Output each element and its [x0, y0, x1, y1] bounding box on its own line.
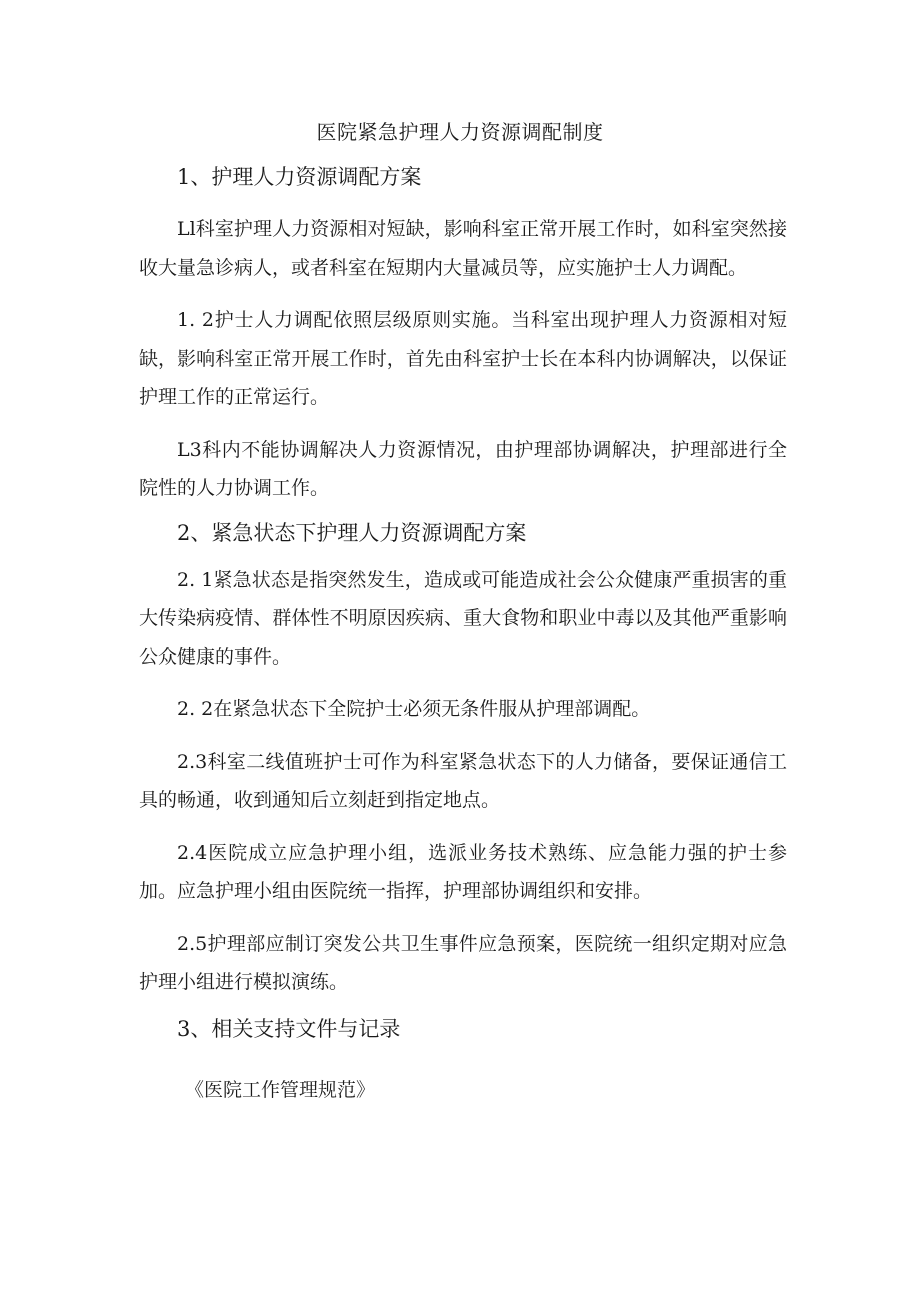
section-3-heading: 3、相关支持文件与记录	[177, 1016, 401, 1041]
document-body	[139, 161, 787, 1106]
document-title: 医院紧急护理人力资源调配制度	[316, 120, 604, 144]
paragraph-1-3: L3科内不能协调解决人力资源情况，由护理部协调解决，护理部进行全院性的人力协调工作。	[139, 438, 787, 499]
paragraph-2-5: 2.5护理部应制订突发公共卫生事件应急预案，医院统一组织定期对应急护理小组进行模拟演练。	[139, 932, 787, 993]
paragraph-1-1: Ll科室护理人力资源相对短缺，影响科室正常开展工作时，如科室突然接收大量急诊病人，或者科室在短期内大量减员等，应实施护士人力调配。	[139, 218, 787, 279]
paragraph-2-1: 2. 1紧急状态是指突然发生，造成或可能造成社会公众健康严重损害的重大传染病疫情、群体性不明原因疾病、重大食物和职业中毒以及其他严重影响公众健康的事件。	[139, 568, 787, 668]
paragraph-2-4: 2.4医院成立应急护理小组，选派业务技术熟练、应急能力强的护士参加。应急护理小组由医院统一指挥，护理部协调组织和安排。	[139, 841, 787, 902]
section-2-heading: 2、紧急状态下护理人力资源调配方案	[177, 520, 527, 545]
paragraph-1-2: 1. 2护士人力调配依照层级原则实施。当科室出现护理人力资源相对短缺，影响科室正常开展工作时，首先由科室护士长在本科内协调解决，以保证护理工作的正常运行。	[139, 309, 787, 408]
section-1-heading: 1、护理人力资源调配方案	[177, 165, 422, 189]
reference-document: 《医院工作管理规范》	[185, 1078, 376, 1101]
paragraph-2-3: 2.3科室二线值班护士可作为科室紧急状态下的人力储备，要保证通信工具的畅通，收到通知后立刻赶到指定地点。	[139, 750, 787, 811]
paragraph-2-2: 2. 2在紧急状态下全院护士必须无条件服从护理部调配。	[177, 698, 651, 720]
